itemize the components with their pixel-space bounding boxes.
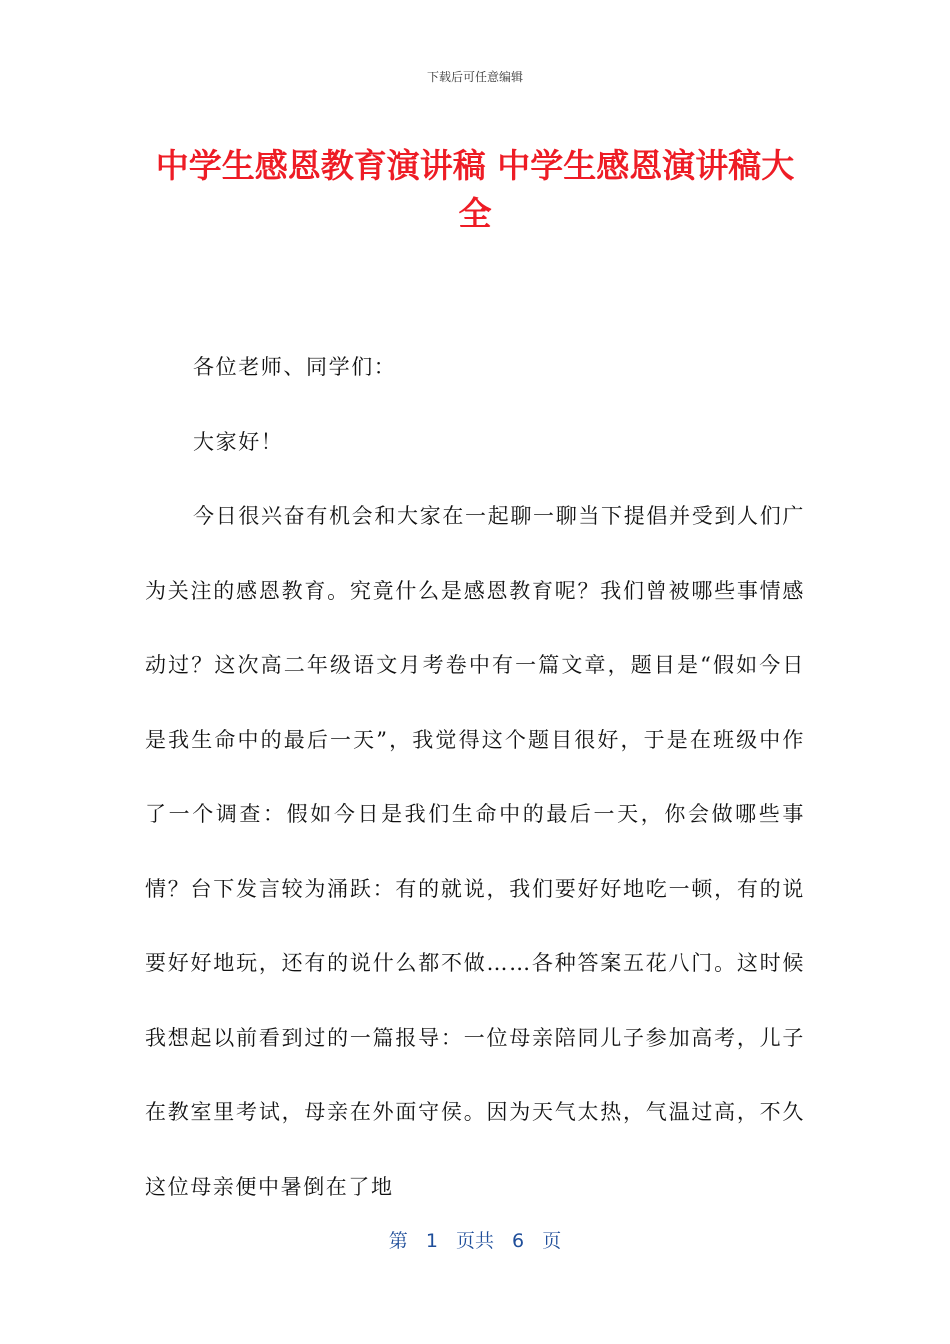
footer-total-pages: 6 <box>512 1230 525 1252</box>
footer-prefix: 第 <box>388 1230 408 1252</box>
paragraph-greeting: 大家好！ <box>193 429 284 454</box>
footer-current-page: 1 <box>425 1230 438 1252</box>
footer-middle: 页共 <box>455 1230 494 1252</box>
paragraph-main: 今日很兴奋有机会和大家在一起聊一聊当下提倡并受到人们广为关注的感恩教育。究竟什么是感恩教育呢？我们曾被哪些事情感动过？这次高二年级语文月考卷中有一篇文章，题目是“假如今日是我生命中的最后一天”，我觉得这个题目很好，于是在班级中作了一个调查：假如今日是我们生命中的最后一天，你会做哪些事情？台下发言较为涌跃：有的就说，我们要好好地吃一顿，有的说要好好地玩，还有的说什么都不做……各种答案五花八门。这时候我想起以前看到过的一篇报导：一位母亲陪同儿子参加高考，儿子在教室里考试，母亲在外面守侯。因为天气太热，气温过高，不久这位母亲便中暑倒在了地 <box>145 504 805 1199</box>
document-body <box>145 330 805 1224</box>
paragraph-salutation: 各位老师、同学们： <box>193 355 397 379</box>
footer-suffix: 页 <box>542 1230 562 1252</box>
page-footer <box>0 1226 950 1253</box>
page-header-note: 下载后可任意编辑 <box>426 70 523 84</box>
document-title: 中学生感恩教育演讲稿 中学生感恩演讲稿大全 <box>155 146 795 233</box>
